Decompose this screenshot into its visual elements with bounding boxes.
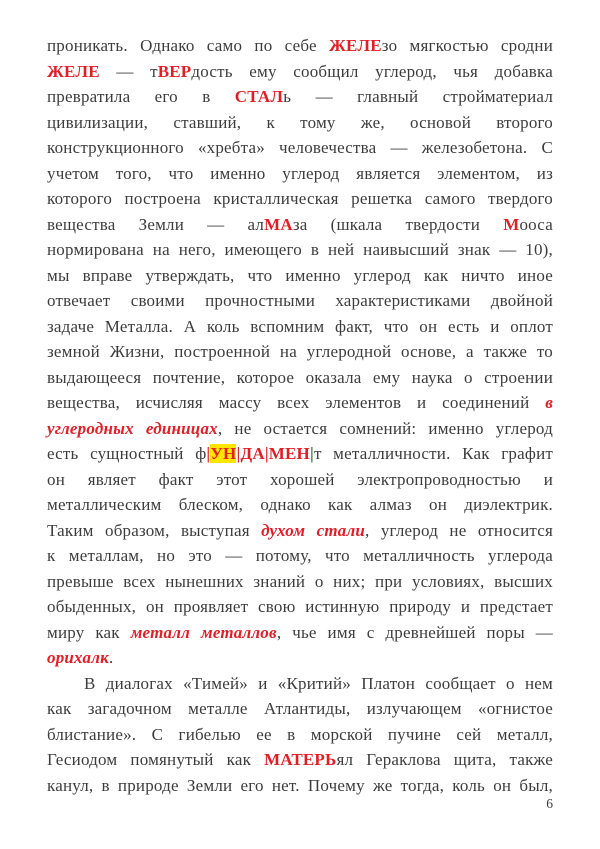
text-segment: , не остается сомнений: именно углерод xyxy=(217,418,553,438)
text-segment: Гесиодом помянутый как xyxy=(47,750,265,769)
text-line xyxy=(47,339,553,365)
text-segment: МАТЕРЬ xyxy=(264,750,337,769)
text-segment: выдающееся почтение, которое оказала ему наука о строении xyxy=(47,367,553,387)
text-segment: УН xyxy=(210,444,237,463)
text-segment: дость ему сообщил углерод, чья добавка xyxy=(191,61,553,81)
text-segment: духом стали xyxy=(261,520,366,540)
text-segment: канул, в природе Земли его нет. Почему же тогда, коль он был, xyxy=(47,775,553,795)
text-segment: ял Гераклова щита, также xyxy=(336,750,553,769)
text-segment: , углерод не относится xyxy=(365,520,554,540)
text-line xyxy=(47,288,553,314)
text-segment: вещества Земли — ал xyxy=(47,214,265,234)
text-segment: , чье имя с древнейшей поры — xyxy=(276,622,554,642)
text-segment: М xyxy=(503,214,520,234)
text-line xyxy=(47,59,553,85)
text-segment: вещества, исчисляя массу всех элементов и соединений xyxy=(47,393,546,412)
text-line xyxy=(47,594,553,620)
text-line xyxy=(47,212,553,238)
text-segment: в xyxy=(545,393,553,412)
text-segment: — т xyxy=(99,61,158,81)
text-line xyxy=(47,263,553,289)
text-segment: за (шкала твердости xyxy=(292,214,504,234)
text-segment: обыденных, он проявляет свою истинную природу и предстает xyxy=(47,597,553,616)
text-segment: он являет факт этот хорошей электропроводностью и xyxy=(47,469,553,489)
text-line xyxy=(47,110,553,136)
text-line xyxy=(47,416,553,442)
text-line xyxy=(47,773,553,799)
text-segment: миру как xyxy=(47,622,131,642)
text-segment: ЖЕЛЕ xyxy=(329,36,382,55)
text-segment: | xyxy=(264,444,269,463)
text-line xyxy=(47,543,553,569)
text-line xyxy=(47,33,553,59)
text-segment: углеродных единицах xyxy=(47,418,218,438)
text-line xyxy=(47,84,553,110)
text-segment: В диалогах «Тимей» и «Критий» Платон сообщает о нем xyxy=(84,673,553,693)
text-segment: мы вправе утверждать, что именно углерод как ничто иное xyxy=(47,265,553,285)
text-line xyxy=(47,186,553,212)
text-segment: СТАЛ xyxy=(234,87,284,106)
text-line xyxy=(47,135,553,161)
page-number: 6 xyxy=(546,796,553,811)
text-line xyxy=(47,518,553,544)
text-segment: металл металлов xyxy=(130,622,277,642)
text-segment: ВЕР xyxy=(157,61,192,81)
text-segment: | xyxy=(206,444,211,463)
text-line xyxy=(47,314,553,340)
text-segment: орихалк xyxy=(47,648,109,667)
text-line xyxy=(47,441,553,467)
text-segment: МЕН xyxy=(268,444,310,463)
text-segment: блистание». С гибелью ее в морской пучине сей металл, xyxy=(47,724,553,744)
text-line xyxy=(47,722,553,748)
text-segment: задаче Металла. А коль вспомним факт, что он есть и оплот xyxy=(47,316,553,336)
text-line xyxy=(47,671,553,697)
text-block xyxy=(47,33,553,798)
text-segment: Таким образом, выступая xyxy=(47,520,262,540)
text-segment: т металличности. Как графит xyxy=(313,444,554,463)
text-line xyxy=(47,467,553,493)
text-segment: . xyxy=(108,648,114,667)
text-segment: металлическим блеском, однако как алмаз он диэлектрик. xyxy=(47,495,553,514)
text-segment: ДА xyxy=(240,444,265,463)
text-segment: зо мягкостью сродни xyxy=(381,36,553,55)
text-line xyxy=(47,645,553,671)
text-segment: ооса xyxy=(519,214,553,234)
text-line xyxy=(47,569,553,595)
text-line xyxy=(47,620,553,646)
text-segment: цивилизации, ставший, к тому же, основой второго xyxy=(47,112,553,132)
text-segment: нормирована на него, имеющего в ней наивысший знак — 10), xyxy=(47,240,553,259)
text-segment: | xyxy=(236,444,241,463)
text-line xyxy=(47,390,553,416)
text-segment: конструкционного «хребта» человечества — железобетона. С xyxy=(47,138,553,157)
text-line xyxy=(47,696,553,722)
text-segment: ЖЕЛЕ xyxy=(47,61,100,81)
text-line xyxy=(47,365,553,391)
text-segment: к металлам, но это — потому, что металличность углерода xyxy=(47,546,553,565)
text-segment: есть сущностный ф xyxy=(47,444,207,463)
text-segment: как загадочном металле Атлантиды, излучающем «огнистое xyxy=(47,699,553,718)
text-segment: МА xyxy=(264,214,293,234)
text-segment: | xyxy=(309,444,314,463)
text-segment: проникать. Однако само по себе xyxy=(47,36,330,55)
text-line xyxy=(47,237,553,263)
text-segment: отвечает своими прочностными характеристиками двойной xyxy=(47,291,553,310)
text-segment: превыше всех нынешних знаний о них; при условиях, высших xyxy=(47,571,553,591)
text-segment: превратила его в xyxy=(47,87,235,106)
text-segment: которого построена кристаллическая решетка самого твердого xyxy=(47,189,553,208)
text-segment: учетом того, что именно углерод является элементом, из xyxy=(47,163,553,183)
text-line xyxy=(47,492,553,518)
text-segment: земной Жизни, построенной на углеродной основе, а также то xyxy=(47,342,553,361)
text-line xyxy=(47,161,553,187)
text-line xyxy=(47,747,553,773)
text-segment: ь — главный стройматериал xyxy=(283,87,553,106)
